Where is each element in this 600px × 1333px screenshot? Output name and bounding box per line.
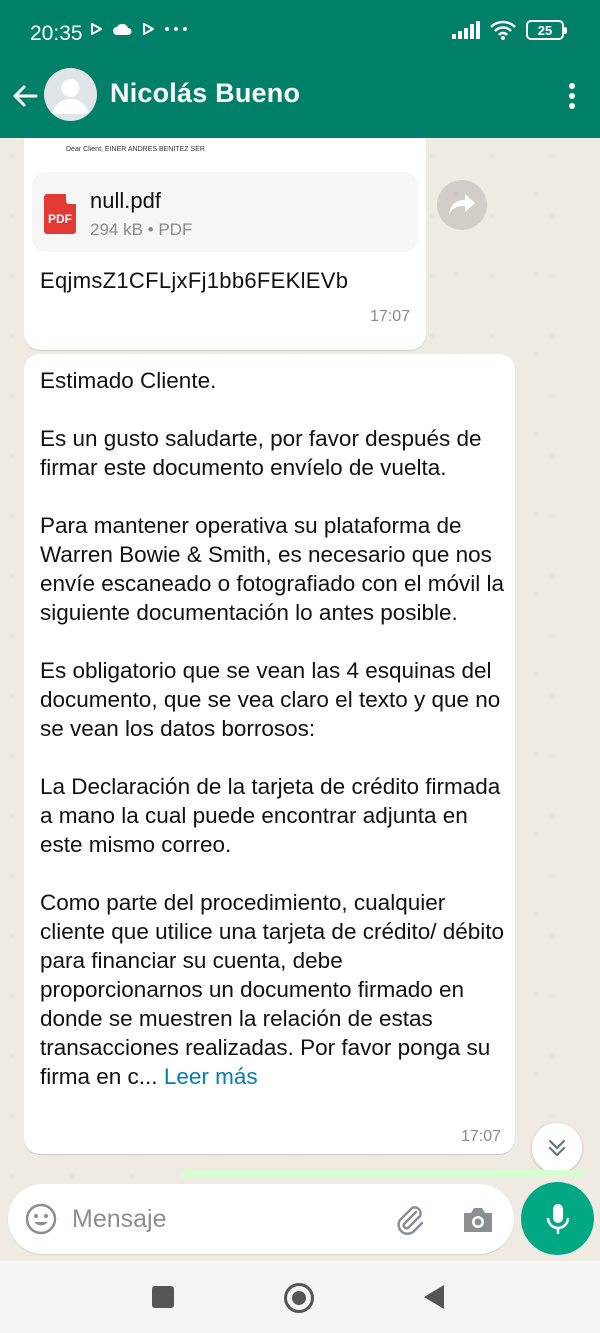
- battery-level: 25: [537, 22, 553, 38]
- cloud-icon: [112, 22, 132, 36]
- message-time: 17:07: [460, 1128, 501, 1145]
- back-button[interactable]: [424, 1285, 444, 1309]
- wifi-icon: [490, 20, 516, 40]
- chat-header: [0, 66, 600, 138]
- system-navigation-bar: [0, 1261, 600, 1333]
- message-time: 17:07: [369, 308, 410, 325]
- document-message[interactable]: [24, 138, 426, 350]
- message-composer: [8, 1184, 514, 1254]
- home-button[interactable]: [284, 1283, 314, 1313]
- status-notification-icons: [90, 22, 188, 36]
- text-message[interactable]: [24, 354, 515, 1154]
- message-text: [40, 366, 510, 1091]
- forward-button[interactable]: [437, 180, 487, 230]
- forward-icon: [447, 192, 477, 218]
- microphone-icon: [544, 1202, 572, 1236]
- play-icon: [90, 23, 102, 35]
- file-card[interactable]: [32, 172, 418, 252]
- more-vert-icon[interactable]: [566, 80, 578, 112]
- document-preview[interactable]: [32, 138, 418, 172]
- file-meta: 294 kB • PDF: [90, 220, 193, 239]
- message-caption: EqjmsZ1CFLjxFj1bb6FEKlEVb: [40, 268, 349, 293]
- emoji-icon[interactable]: [24, 1202, 58, 1236]
- signal-icon: [452, 21, 480, 39]
- preview-text: Dear Client, EINER ANDRES BENITEZ SER: [66, 146, 205, 153]
- read-more-link[interactable]: Leer más: [163, 1064, 258, 1089]
- pdf-icon-label: PDF: [48, 212, 72, 226]
- avatar[interactable]: [44, 68, 97, 121]
- status-system-icons: [452, 20, 564, 40]
- scroll-to-bottom-button[interactable]: [532, 1123, 582, 1173]
- status-time: 20:35: [30, 22, 83, 45]
- battery-icon: [526, 20, 564, 40]
- camera-icon[interactable]: [460, 1202, 496, 1238]
- more-dots-icon: [164, 26, 188, 32]
- back-arrow-icon[interactable]: [10, 80, 42, 112]
- contact-name[interactable]: Nicolás Bueno: [110, 78, 301, 108]
- pdf-icon: [44, 194, 76, 234]
- double-chevron-down-icon: [546, 1137, 568, 1159]
- status-bar: [0, 0, 600, 66]
- paperclip-icon[interactable]: [392, 1202, 428, 1238]
- recents-button[interactable]: [152, 1286, 174, 1308]
- file-name: null.pdf: [90, 188, 161, 213]
- message-body: Estimado Cliente. Es un gusto saludarte, por favor después de firmar este documento envíelo de vuelta. Para mantener operativa su plataforma de Warren Bowie & Smith, es necesario que nos envíe escaneado o fotografiado con el móvil la siguiente documentación lo antes posible. Es obligatorio que se vean las 4 esquinas del documento, que se vea claro el texto y que no se vean los datos borrosos: La Declaración de la tarjeta de crédito firmada a mano la cual puede encontrar adjunta en este mismo correo. Como parte del procedimiento, cualquier cliente que utilice una tarjeta de crédito/ débito para financiar su cuenta, debe proporcionarnos un documento firmado en donde se muestren la relación de estas transacciones realizadas. Por favor ponga su firma en c...: [40, 368, 505, 1089]
- message-input[interactable]: [72, 1198, 372, 1240]
- outgoing-message-peek: [180, 1170, 586, 1178]
- play-icon: [142, 23, 154, 35]
- chat-area[interactable]: [0, 138, 600, 1178]
- voice-message-button[interactable]: [521, 1182, 594, 1255]
- default-avatar-icon: [44, 68, 97, 121]
